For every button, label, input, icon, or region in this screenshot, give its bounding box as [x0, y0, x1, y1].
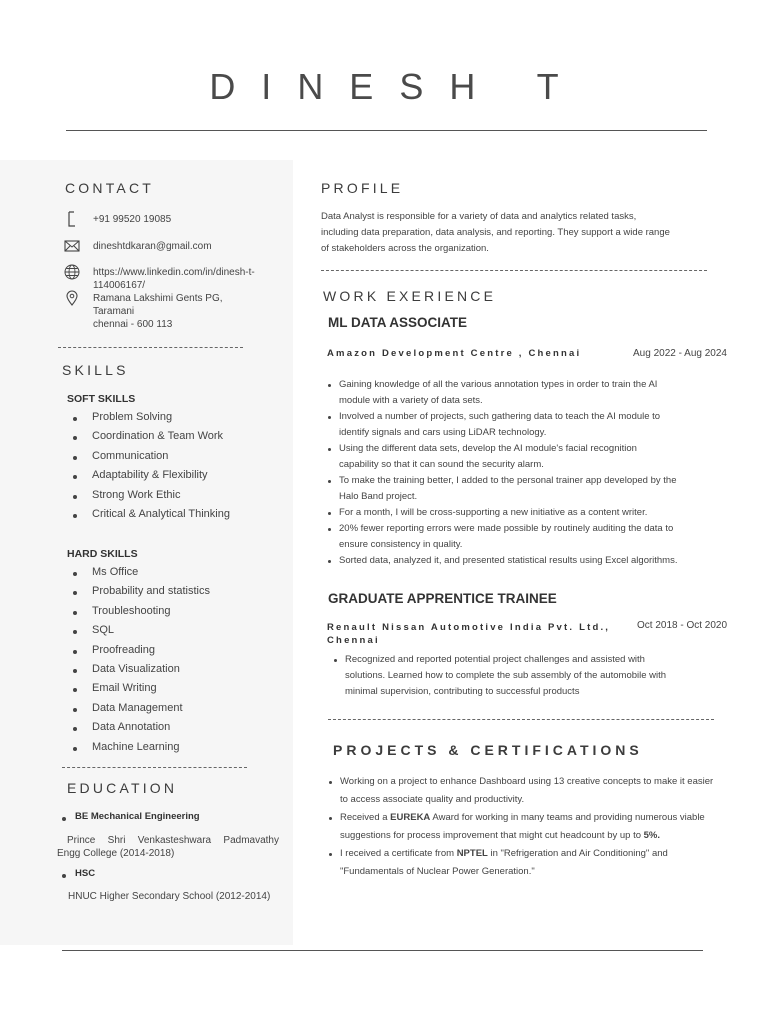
college-1: Prince Shri Venkasteshwara Padmavathy Engg College (2014-2018) [57, 835, 279, 859]
list-item: Email Writing [73, 682, 283, 701]
globe-icon [64, 264, 80, 280]
list-item: I received a certificate from NPTEL in "Refrigeration and Air Conditioning" and "Fundamentals of Nuclear Power Generation." [329, 845, 754, 881]
list-item: Data Management [73, 702, 283, 721]
work-experience-heading: WORK EXERIENCE [323, 288, 497, 304]
hard-skills-list [73, 566, 283, 760]
phone-icon [64, 211, 80, 227]
soft-skills-list [73, 411, 283, 527]
list-item: Sorted data, analyzed it, and presented statistical results using Excel algorithms. [328, 553, 718, 569]
list-item: 20% fewer reporting errors were made possible by routinely auditing the data to ensure consistency in quality. [328, 521, 718, 553]
contact-linkedin[interactable]: https://www.linkedin.com/in/dinesh-t- 114006167/ [93, 267, 255, 291]
email-icon [64, 238, 80, 254]
list-item: Machine Learning [73, 741, 283, 760]
profile-divider [321, 270, 707, 271]
list-item: Ms Office [73, 566, 283, 585]
projects-list [329, 773, 754, 881]
company-2: Renault Nissan Automotive India Pvt. Ltd., Chennai [327, 622, 611, 646]
company-1: Amazon Development Centre , Chennai [327, 348, 582, 359]
skills-heading: SKILLS [62, 362, 129, 378]
contact-divider [58, 347, 243, 348]
degree-hsc: HSC [62, 868, 292, 879]
list-item: Probability and statistics [73, 585, 283, 604]
job1-bullets [328, 377, 718, 569]
job-title-2: GRADUATE APPRENTICE TRAINEE [328, 591, 557, 606]
job-title-1: ML DATA ASSOCIATE [328, 315, 467, 330]
degree-be: BE Mechanical Engineering [62, 811, 292, 822]
job-date-1: Aug 2022 - Aug 2024 [633, 348, 727, 359]
job2-bullets [334, 652, 714, 700]
hard-skills-heading: HARD SKILLS [67, 548, 138, 560]
footer-divider [62, 950, 703, 951]
contact-address: Ramana Lakshimi Gents PG, Taramani chennai - 600 113 [93, 293, 223, 330]
skills-divider [62, 767, 247, 768]
list-item: Recognized and reported potential project challenges and assisted with solutions. Learned how to complete the sub assembly of the automobile with minimal supervision, contributing to successful products [334, 652, 714, 700]
list-item: Strong Work Ethic [73, 489, 283, 508]
experience-divider [328, 719, 714, 720]
list-item: Critical & Analytical Thinking [73, 508, 283, 527]
list-item: Gaining knowledge of all the various annotation types in order to train the AI module with a variety of data sets. [328, 377, 718, 409]
projects-heading: PROJECTS & CERTIFICATIONS [333, 742, 643, 758]
list-item: Problem Solving [73, 411, 283, 430]
list-item: Involved a number of projects, such gathering data to teach the AI module to identify signals and cars using LiDAR technology. [328, 409, 718, 441]
candidate-name: DINESH T [209, 66, 585, 107]
education-list [62, 811, 292, 822]
list-item: Adaptability & Flexibility [73, 469, 283, 488]
profile-text: Data Analyst is responsible for a variety of data and analytics related tasks, including data preparation, data analysis, and reporting. They support a wide range of stakeholders across the organization. [321, 211, 670, 254]
contact-heading: CONTACT [65, 180, 155, 196]
job-date-2: Oct 2018 - Oct 2020 [637, 620, 728, 631]
list-item: Working on a project to enhance Dashboard using 13 creative concepts to make it easier to access associate quality and productivity. [329, 773, 754, 809]
list-item: Coordination & Team Work [73, 430, 283, 449]
list-item: SQL [73, 624, 283, 643]
location-pin-icon [64, 290, 80, 306]
list-item: Using the different data sets, develop the AI module's facial recognition capability so that it can sound the security alarm. [328, 441, 718, 473]
list-item: Troubleshooting [73, 605, 283, 624]
list-item: Received a EUREKA Award for working in many teams and providing numerous viable suggestions for process improvement that might cut headcount by up to 5%. [329, 809, 754, 845]
profile-heading: PROFILE [321, 180, 404, 196]
list-item: Data Annotation [73, 721, 283, 740]
education-heading: EDUCATION [67, 780, 178, 796]
list-item: Proofreading [73, 644, 283, 663]
soft-skills-heading: SOFT SKILLS [67, 393, 136, 405]
list-item: For a month, I will be cross-supporting a new initiative as a content writer. [328, 505, 718, 521]
header-divider [66, 130, 707, 131]
list-item: Data Visualization [73, 663, 283, 682]
contact-phone: +91 99520 19085 [93, 214, 172, 225]
contact-email[interactable]: dineshtdkaran@gmail.com [93, 241, 212, 252]
college-2: HNUC Higher Secondary School (2012-2014) [68, 891, 271, 902]
list-item: Communication [73, 450, 283, 469]
list-item: To make the training better, I added to the personal trainer app developed by the Halo Band project. [328, 473, 718, 505]
education-list-2 [62, 868, 292, 879]
